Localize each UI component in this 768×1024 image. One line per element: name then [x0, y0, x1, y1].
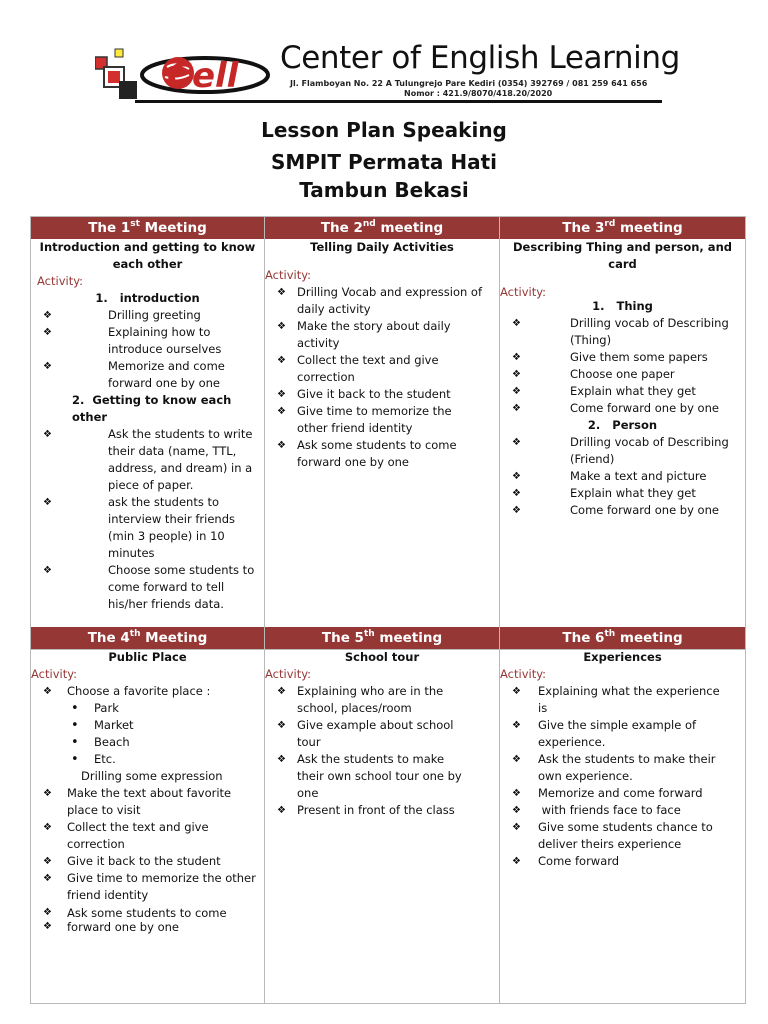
activity-label: Activity: — [500, 667, 547, 681]
meeting-1-header: The 1st Meeting — [31, 217, 264, 239]
meeting-5-header: The 5th meeting — [265, 627, 499, 649]
list-item: ❖ Ask the students to write their data (name, TTL, address, and dream) in a piece of paper. — [31, 426, 256, 494]
activity-label: Activity: — [265, 268, 312, 282]
meeting-5-cell — [265, 649, 499, 819]
meeting-6-subtitle: Experiences — [583, 650, 662, 664]
list-item: ❖ Explaining who are in the school, places/room — [265, 683, 471, 717]
cell-logo — [95, 45, 275, 105]
list-item: ❖ Ask the students to make their own school tour one by one — [265, 751, 471, 802]
meeting-3-subtitle: Describing Thing and person, and card — [513, 240, 732, 271]
list-item: ❖ Choose a favorite place : — [31, 683, 256, 700]
document-title: Lesson Plan Speaking — [261, 118, 507, 142]
logo-text: Cell — [167, 56, 239, 96]
activity-label: Activity: — [31, 667, 78, 681]
place-item: • Beach — [31, 734, 264, 751]
header-rule — [135, 100, 662, 103]
org-nomor: Nomor : 421.9/8070/418.20/2020 — [404, 89, 553, 98]
list-item: ❖ Give some students chance to deliver theirs experience — [500, 819, 721, 853]
list-item: ❖ Come forward one by one — [500, 400, 735, 417]
list-item: ❖ Come forward one by one — [500, 502, 735, 519]
meeting-2-cell — [265, 239, 499, 471]
location-title: Tambun Bekasi — [299, 178, 469, 202]
list-item: ❖ Give them some papers — [500, 349, 735, 366]
org-name: Center of English Learning — [280, 40, 680, 76]
meeting-3-cell — [500, 239, 745, 519]
list-item: ❖ forward one by one — [31, 920, 256, 934]
place-item: • Market — [31, 717, 264, 734]
list-item: ❖ Give it back to the student — [265, 386, 485, 403]
meeting-1-subtitle: Introduction and getting to know each other — [39, 240, 256, 271]
meeting-1-cell — [31, 239, 264, 613]
meeting-4-subtitle: Public Place — [108, 650, 187, 664]
list-item: ❖ Collect the text and give correction — [265, 352, 485, 386]
list-item: ❖ Drilling greeting — [31, 307, 256, 324]
activity-label: Activity: — [265, 667, 312, 681]
list-item: ❖ Explaining how to introduce ourselves — [31, 324, 256, 358]
list-item: ❖ Make the story about daily activity — [265, 318, 485, 352]
place-item: • Etc. — [31, 751, 264, 768]
list-item: ❖ Present in front of the class — [265, 802, 471, 819]
list-item: ❖ Make the text about favorite place to visit — [31, 785, 256, 819]
list-item: ❖ Drilling vocab of Describing (Thing) — [500, 315, 735, 349]
list-item: ❖ Explain what they get — [500, 383, 735, 400]
meeting-4-cell — [31, 649, 264, 934]
list-item: ❖ Memorize and come forward — [500, 785, 721, 802]
section-heading: 1. introduction — [95, 291, 200, 305]
activity-label: Activity: — [37, 274, 84, 288]
meeting-6-cell — [500, 649, 745, 870]
list-item: ❖ Ask some students to come — [31, 906, 256, 920]
list-item: ❖ Give the simple example of experience. — [500, 717, 721, 751]
meeting-4-header: The 4th Meeting — [31, 627, 264, 649]
activity-label: Activity: — [500, 285, 547, 299]
list-item: ❖ Give it back to the student — [31, 853, 256, 870]
section-heading: 2. Person — [587, 418, 658, 432]
list-item: ❖ Choose one paper — [500, 366, 735, 383]
meeting-2-subtitle: Telling Daily Activities — [310, 240, 454, 254]
list-item: ❖ Make a text and picture — [500, 468, 735, 485]
list-item: ❖ with friends face to face — [500, 802, 721, 819]
meeting-3-header: The 3rd meeting — [500, 217, 745, 239]
list-item: ❖ Explaining what the experience is — [500, 683, 721, 717]
list-item: ❖ Give time to memorize the other friend identity — [31, 870, 256, 904]
places-note: Drilling some expression — [81, 769, 223, 783]
section-heading: 1. Thing — [592, 299, 653, 313]
section-heading: 2. Getting to know each other — [72, 393, 232, 424]
list-item: ❖ Ask some students to come forward one by one — [265, 437, 485, 471]
meeting-5-subtitle: School tour — [344, 650, 420, 664]
place-item: • Park — [31, 700, 264, 717]
list-item: ❖ Collect the text and give correction — [31, 819, 256, 853]
list-item: ❖ Choose some students to come forward to tell his/her friends data. — [31, 562, 256, 613]
list-item: ❖ ask the students to interview their friends (min 3 people) in 10 minutes — [31, 494, 256, 562]
meeting-2-header: The 2nd meeting — [265, 217, 499, 239]
meeting-6-header: The 6th meeting — [500, 627, 745, 649]
list-item: ❖ Explain what they get — [500, 485, 735, 502]
list-item: ❖ Ask the students to make their own experience. — [500, 751, 721, 785]
list-item: ❖ Give time to memorize the other friend identity — [265, 403, 485, 437]
list-item: ❖ Drilling vocab of Describing (Friend) — [500, 434, 735, 468]
school-title: SMPIT Permata Hati — [270, 150, 498, 174]
list-item: ❖ Memorize and come forward one by one — [31, 358, 256, 392]
list-item: ❖ Give example about school tour — [265, 717, 471, 751]
list-item: ❖ Drilling Vocab and expression of daily activity — [265, 284, 485, 318]
org-address: Jl. Flamboyan No. 22 A Tulungrejo Pare Kediri (0354) 392769 / 081 259 641 656 — [290, 79, 648, 88]
list-item: ❖ Come forward — [500, 853, 721, 870]
